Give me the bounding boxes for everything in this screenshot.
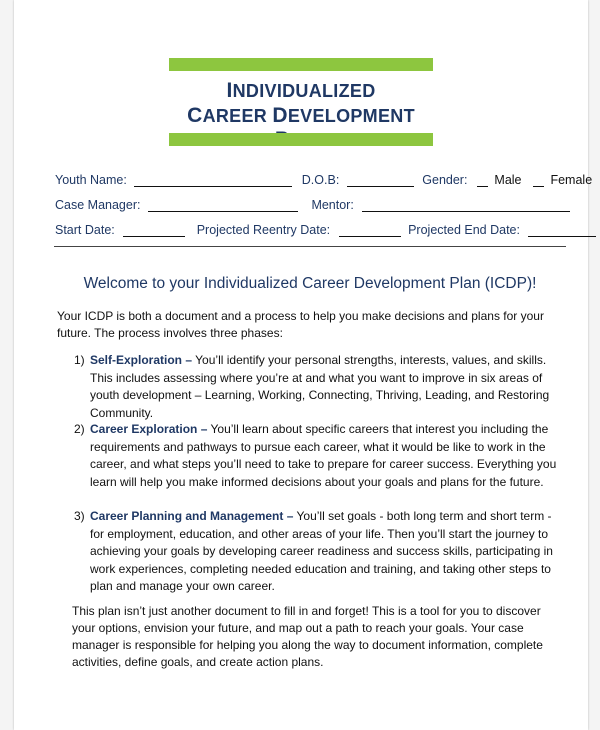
- intro-paragraph: Your ICDP is both a document and a process to help you make decisions and plans for your future. The process involves three phases:: [57, 309, 544, 340]
- phase-body: [90, 352, 560, 422]
- mentor-label: Mentor:: [311, 198, 354, 212]
- phase-text: You’ll set goals - both long term and short term - for employment, education, and other areas of your life. Then you’ll start the journey to achieving your goals by developing career readiness and success skills, participating in work experiences, completing needed education and training, and taking other steps to plan and manage your own career.: [90, 509, 553, 593]
- form-row-staff: [55, 198, 570, 212]
- closing-paragraph: This plan isn’t just another document to fill in and forget! This is a tool for you to discover your options, envision your future, and map out a path to reach your goals. Your case manager is responsible for helping you along the way to document information, complete activities, define goals, and create action plans.: [72, 604, 543, 669]
- phase-heading: Career Exploration –: [90, 422, 208, 436]
- gender-label: Gender:: [422, 173, 468, 187]
- phase-number: 2): [74, 422, 85, 436]
- start-date-field[interactable]: [123, 223, 185, 237]
- title-initial: D: [272, 104, 288, 127]
- welcome-heading: Welcome to your Individualized Career Development Plan (ICDP)!: [83, 275, 537, 292]
- youth-name-label: Youth Name:: [55, 173, 127, 187]
- case-manager-label: Case Manager:: [55, 198, 141, 212]
- male-label: Male: [494, 173, 522, 187]
- title-rest: AREER: [202, 106, 273, 126]
- phase-text: You’ll learn about specific careers that interest you including the requirements and pathways to pursue each career, what it would be like to work in the career, and what steps you’ll need to take to prepare for career success. Everything you learn will help you make informed decisions about your goals and plans for the future.: [90, 422, 557, 489]
- projected-reentry-field[interactable]: [339, 223, 401, 237]
- phase-heading: Career Planning and Management –: [90, 509, 294, 523]
- phase-number: 1): [74, 353, 85, 367]
- title-initial: C: [187, 104, 203, 127]
- dob-label: D.O.B:: [301, 173, 340, 187]
- form-row-dates: [55, 223, 596, 237]
- dob-field[interactable]: [347, 173, 414, 187]
- projected-end-label: Projected End Date:: [408, 223, 520, 237]
- phase-heading: Self-Exploration –: [90, 353, 193, 367]
- title-block: [169, 44, 433, 148]
- case-manager-field[interactable]: [148, 198, 298, 212]
- phase-body: [90, 421, 560, 491]
- mentor-field[interactable]: [362, 198, 570, 212]
- title-bottom-bar: [169, 133, 433, 146]
- title-top-bar: [169, 58, 433, 71]
- section-divider: [54, 246, 566, 247]
- male-checkbox[interactable]: [477, 173, 488, 187]
- form-row-identity: [55, 173, 592, 187]
- projected-reentry-label: Projected Reentry Date:: [196, 223, 331, 237]
- title-line-1: [169, 79, 433, 103]
- title-rest: EVELOPMENT: [287, 106, 415, 126]
- phase-text: You’ll identify your personal strengths, interests, values, and skills. This includes assessing where you’re at and what you want to improve in six areas of youth development – Learning, Working, Connecting, Thriving, Leading, and Restoring Community.: [90, 353, 550, 420]
- start-date-label: Start Date:: [55, 223, 115, 237]
- phase-body: [90, 508, 560, 596]
- document-page: [14, 0, 593, 730]
- female-checkbox[interactable]: [533, 173, 544, 187]
- female-label: Female: [550, 173, 593, 187]
- phase-number: 3): [74, 509, 85, 523]
- projected-end-field[interactable]: [528, 223, 596, 237]
- title-rest: NDIVIDUALIZED: [232, 81, 376, 101]
- title-initial: I: [226, 79, 233, 102]
- youth-name-field[interactable]: [134, 173, 292, 187]
